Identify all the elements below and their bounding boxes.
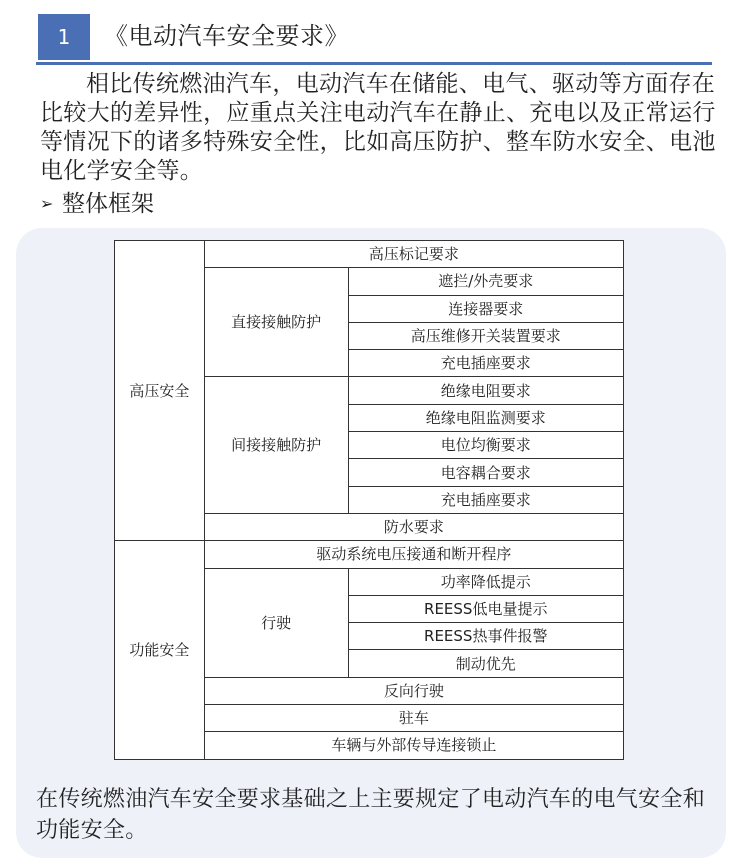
section-title: 《电动汽车安全要求》: [104, 22, 349, 50]
framework-table: [114, 240, 624, 760]
item-parking: 驻车: [204, 705, 623, 732]
item-conductive-lock: 车辆与外部传导连接锁止: [204, 732, 623, 759]
arrow-bullet-icon: ➢: [40, 194, 54, 213]
table-row: [115, 541, 624, 568]
item-power-reduction: 功率降低提示: [348, 568, 624, 595]
item-charging-inlet-indirect: 充电插座要求: [348, 486, 624, 513]
category-functional-safety: 功能安全: [115, 541, 205, 759]
item-potential-equalization: 电位均衡要求: [348, 432, 624, 459]
item-service-disconnect: 高压维修开关装置要求: [348, 322, 624, 349]
section-header: [36, 8, 712, 65]
subcategory-driving: 行驶: [204, 568, 348, 677]
framework-heading-label: 整体框架: [62, 191, 154, 217]
item-charging-inlet-direct: 充电插座要求: [348, 350, 624, 377]
item-drive-voltage-procedure: 驱动系统电压接通和断开程序: [204, 541, 623, 568]
table-row: [115, 241, 624, 268]
closing-paragraph: 在传统燃油汽车安全要求基础之上主要规定了电动汽车的电气安全和功能安全。: [36, 787, 706, 843]
item-insulation-monitoring: 绝缘电阻监测要求: [348, 404, 624, 431]
item-low-energy: REESS低电量提示: [348, 595, 624, 622]
category-high-voltage: 高压安全: [115, 241, 205, 541]
item-barrier-enclosure: 遮拦/外壳要求: [348, 268, 624, 295]
framework-heading: [40, 188, 154, 220]
item-capacitive-coupling: 电容耦合要求: [348, 459, 624, 486]
subcategory-indirect-contact: 间接接触防护: [204, 377, 348, 513]
item-thermal-event: REESS热事件报警: [348, 623, 624, 650]
subcategory-direct-contact: 直接接触防护: [204, 268, 348, 377]
item-insulation-resistance: 绝缘电阻要求: [348, 377, 624, 404]
item-connector: 连接器要求: [348, 295, 624, 322]
section-number: 1: [38, 14, 90, 60]
item-waterproof: 防水要求: [204, 513, 623, 540]
item-reverse-driving: 反向行驶: [204, 677, 623, 704]
item-brake-priority: 制动优先: [348, 650, 624, 677]
intro-paragraph: 相比传统燃油汽车，电动汽车在储能、电气、驱动等方面存在比较大的差异性，应重点关注电动汽车在静止、充电以及正常运行等情况下的诸多特殊安全性，比如高压防护、整车防水安全、电池电化学安全等。: [40, 71, 716, 184]
item-hv-marking: 高压标记要求: [204, 241, 623, 268]
